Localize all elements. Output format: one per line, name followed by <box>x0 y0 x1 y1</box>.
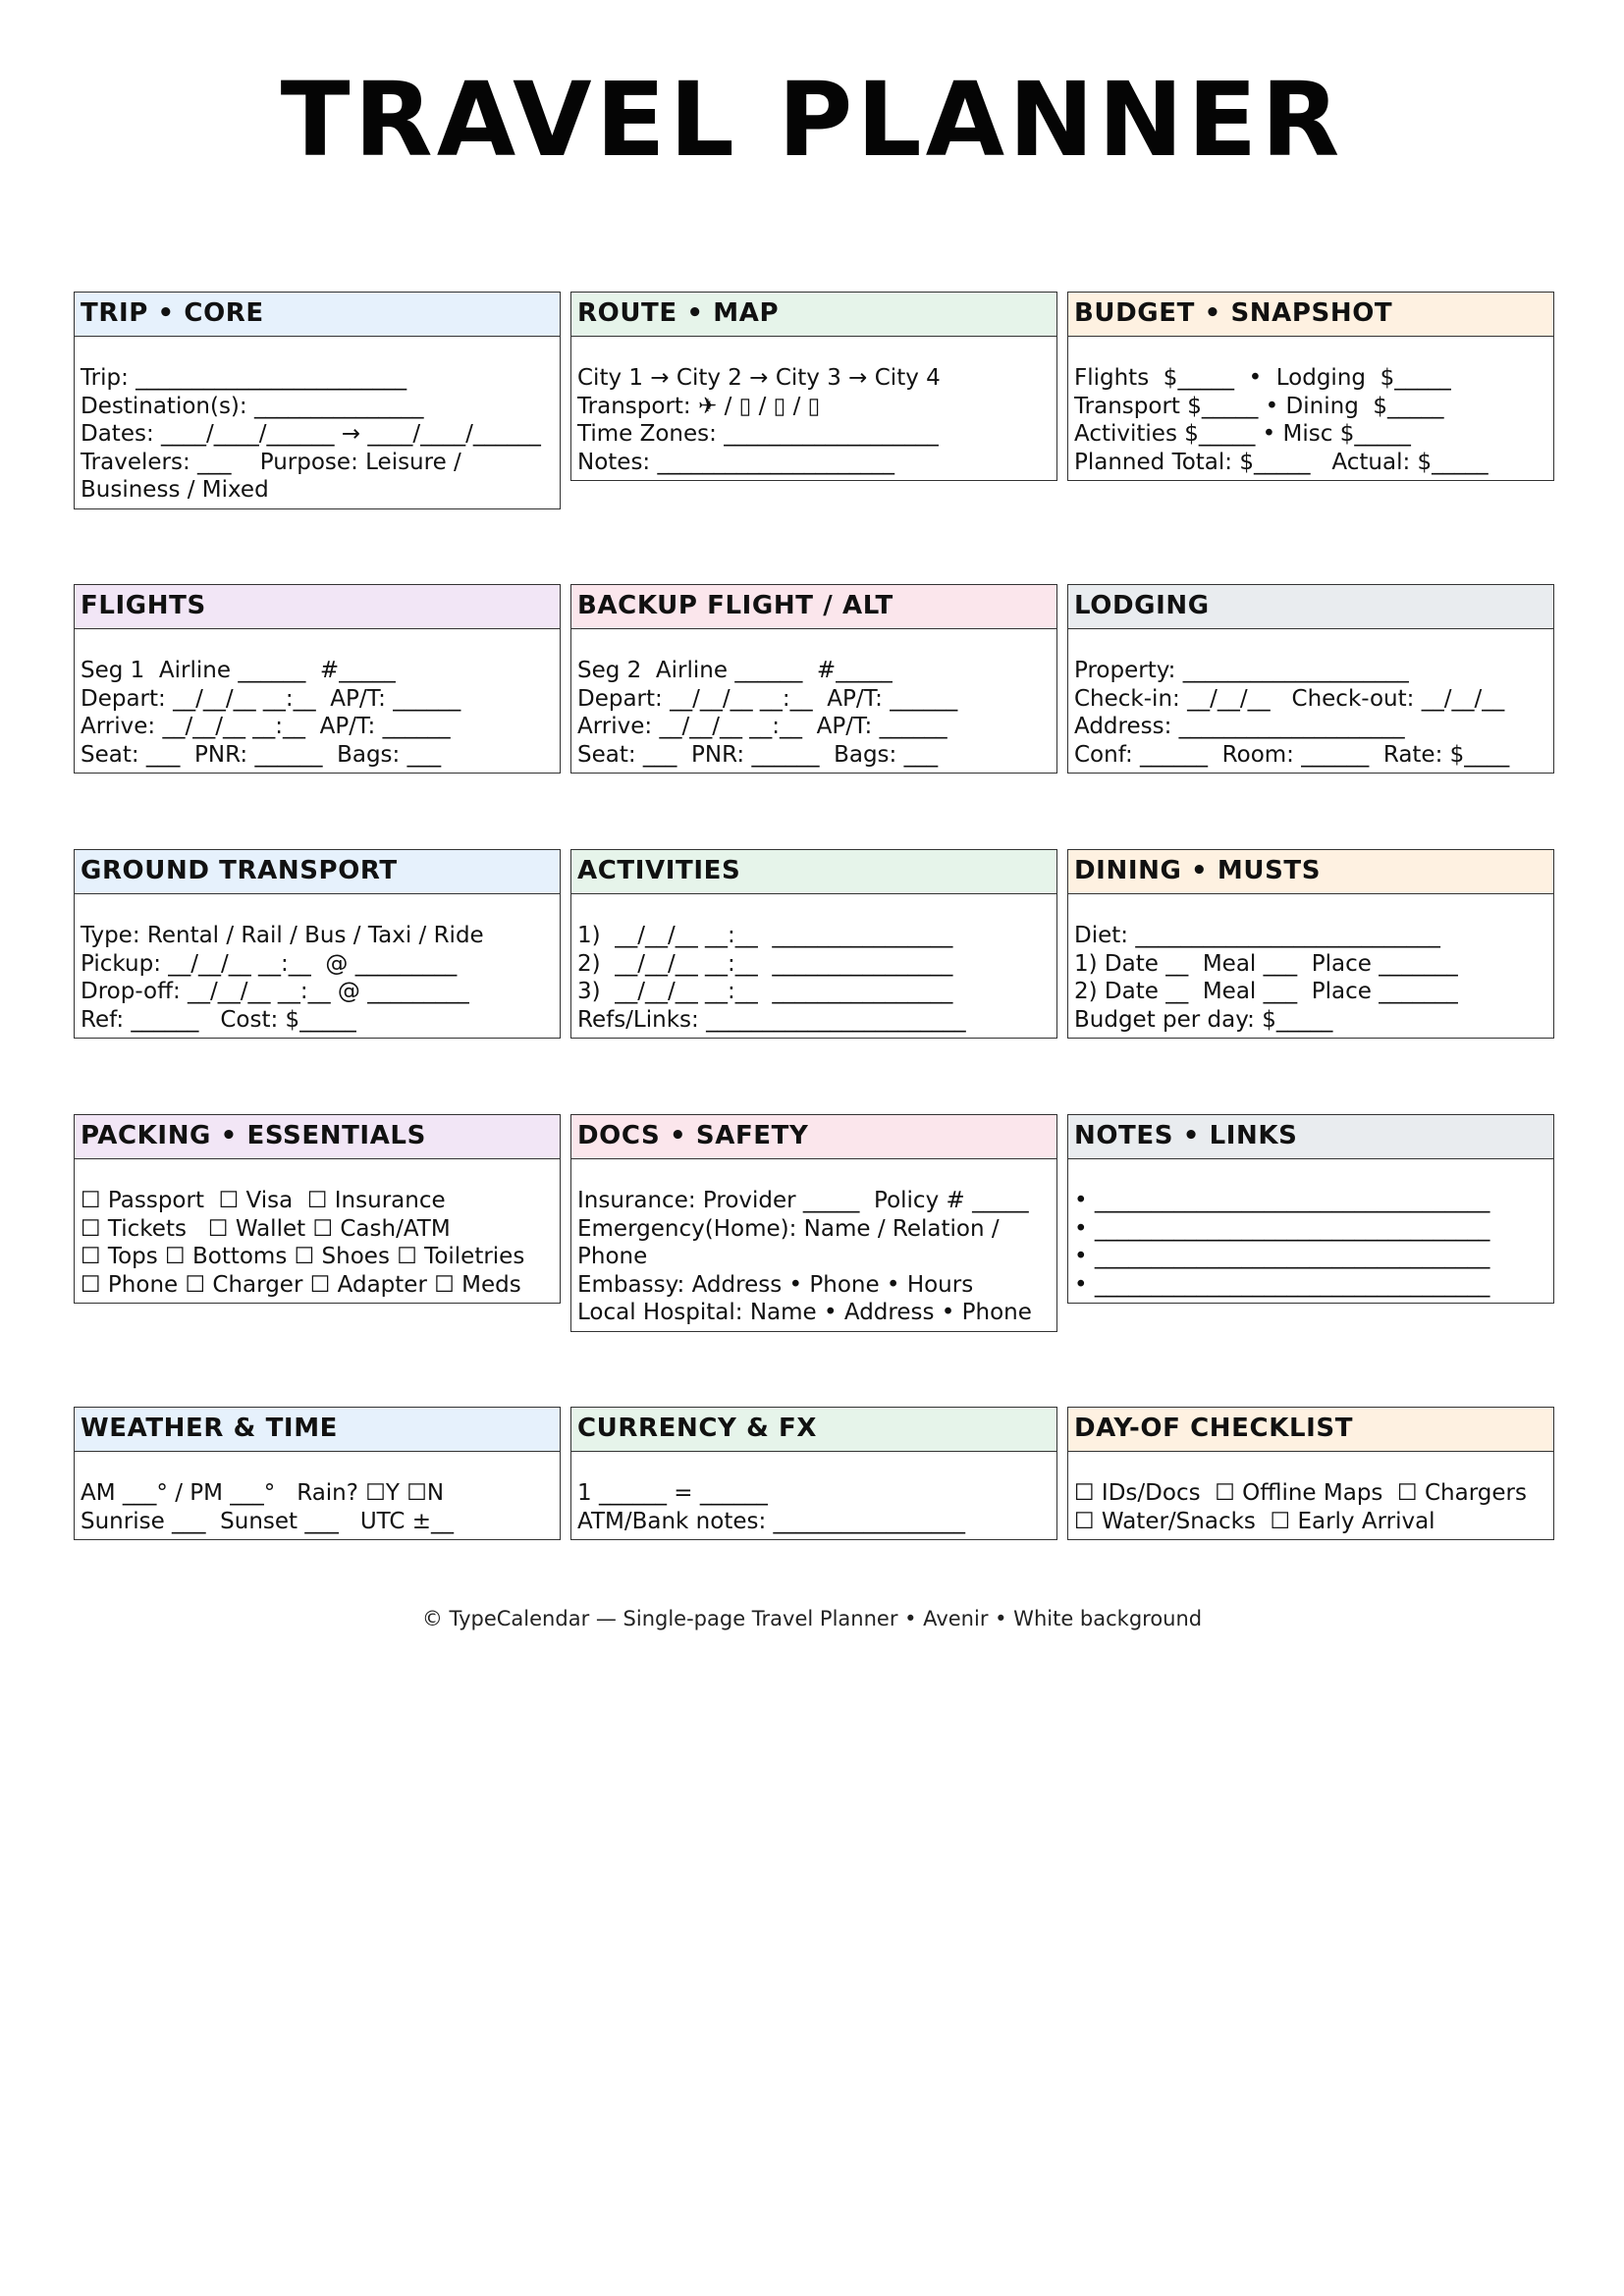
card-weather-time <box>74 1407 561 1540</box>
section-line: Activities $_____ • Misc $_____ <box>1074 421 1411 448</box>
section-body <box>75 337 560 508</box>
section-line: Check-in: __/__/__ Check-out: __/__/__ <box>1074 685 1505 712</box>
section-title: BACKUP FLIGHT / ALT <box>571 585 1056 629</box>
card-day-of-checklist <box>1067 1407 1554 1540</box>
section-line: Flights $_____ • Lodging $_____ <box>1074 365 1451 391</box>
section-line: Seat: ___ PNR: ______ Bags: ___ <box>81 741 442 768</box>
section-body <box>75 1159 560 1303</box>
section-line: Pickup: __/__/__ __:__ @ _________ <box>81 950 458 977</box>
section-title: ACTIVITIES <box>571 850 1056 894</box>
section-title: GROUND TRANSPORT <box>75 850 560 894</box>
section-line: Sunrise ___ Sunset ___ UTC ±__ <box>81 1508 454 1534</box>
card-ground-transport <box>74 849 561 1039</box>
section-line: ☐ Tops ☐ Bottoms ☐ Shoes ☐ Toiletries <box>81 1244 525 1270</box>
section-line: Depart: __/__/__ __:__ AP/T: ______ <box>577 685 958 712</box>
section-line: • ___________________________________ <box>1074 1188 1490 1213</box>
section-line: ☐ Tickets ☐ Wallet ☐ Cash/ATM <box>81 1215 451 1242</box>
section-line: Drop-off: __/__/__ __:__ @ _________ <box>81 979 469 1005</box>
section-body <box>1068 1452 1553 1539</box>
card-activities <box>570 849 1057 1039</box>
section-title: LODGING <box>1068 585 1553 629</box>
card-dining-musts <box>1067 849 1554 1039</box>
section-line: ☐ IDs/Docs ☐ Offline Maps ☐ Chargers <box>1074 1480 1527 1506</box>
section-line: Ref: ______ Cost: $_____ <box>81 1006 356 1033</box>
section-title: FLIGHTS <box>75 585 560 629</box>
section-line: Trip: ________________________ <box>81 365 407 391</box>
section-body <box>75 629 560 773</box>
section-body <box>571 629 1056 773</box>
section-line: ☐ Passport ☐ Visa ☐ Insurance <box>81 1188 446 1213</box>
section-line: Transport $_____ • Dining $_____ <box>1074 393 1444 419</box>
section-line: Depart: __/__/__ __:__ AP/T: ______ <box>81 685 461 712</box>
section-line: Planned Total: $_____ Actual: $_____ <box>1074 449 1489 475</box>
section-title: PACKING • ESSENTIALS <box>75 1115 560 1159</box>
section-line: ATM/Bank notes: _________________ <box>577 1508 966 1534</box>
section-line: Budget per day: $_____ <box>1074 1006 1333 1033</box>
card-lodging <box>1067 584 1554 774</box>
section-line: 2) __/__/__ __:__ ________________ <box>577 950 953 977</box>
section-line: Diet: ___________________________ <box>1074 923 1440 948</box>
card-currency-fx <box>570 1407 1057 1540</box>
section-line: Property: ____________________ <box>1074 658 1409 683</box>
section-title: TRIP • CORE <box>75 293 560 337</box>
section-body <box>571 1452 1056 1539</box>
footer-credit: © TypeCalendar — Single-page Travel Planner • Avenir • White background <box>421 1607 1203 1630</box>
section-line: Arrive: __/__/__ __:__ AP/T: ______ <box>81 714 451 740</box>
section-line: • ___________________________________ <box>1074 1271 1490 1298</box>
page-title: TRAVEL PLANNER <box>280 60 1344 180</box>
section-line: Emergency(Home): Name / Relation / Phone <box>577 1215 1006 1270</box>
section-line: Destination(s): _______________ <box>81 393 424 419</box>
section-body <box>1068 1159 1553 1303</box>
section-line: Refs/Links: _______________________ <box>577 1006 966 1033</box>
section-line: Transport: ✈ / ▯ / ▯ / ▯ <box>577 393 821 419</box>
section-line: Seg 2 Airline ______ #_____ <box>577 658 893 683</box>
card-route-map <box>570 292 1057 481</box>
section-title: DINING • MUSTS <box>1068 850 1553 894</box>
section-line: AM ___° / PM ___° Rain? ☐Y ☐N <box>81 1480 445 1506</box>
section-line: • ___________________________________ <box>1074 1215 1490 1242</box>
section-line: Type: Rental / Rail / Bus / Taxi / Ride <box>81 923 484 948</box>
section-title: WEATHER & TIME <box>75 1408 560 1452</box>
card-docs-safety <box>570 1114 1057 1332</box>
section-line: 2) Date __ Meal ___ Place _______ <box>1074 979 1458 1005</box>
section-line: ☐ Water/Snacks ☐ Early Arrival <box>1074 1508 1435 1534</box>
section-title: CURRENCY & FX <box>571 1408 1056 1452</box>
section-body <box>1068 629 1553 773</box>
section-line: 1) Date __ Meal ___ Place _______ <box>1074 950 1458 977</box>
section-line: Seg 1 Airline ______ #_____ <box>81 658 396 683</box>
section-line: 1) __/__/__ __:__ ________________ <box>577 923 953 948</box>
section-line: Arrive: __/__/__ __:__ AP/T: ______ <box>577 714 947 740</box>
section-title: DAY-OF CHECKLIST <box>1068 1408 1553 1452</box>
card-backup-flight <box>570 584 1057 774</box>
card-trip-core <box>74 292 561 509</box>
section-line: ☐ Phone ☐ Charger ☐ Adapter ☐ Meds <box>81 1271 521 1298</box>
section-line: 3) __/__/__ __:__ ________________ <box>577 979 953 1005</box>
section-line: City 1 → City 2 → City 3 → City 4 <box>577 365 941 391</box>
card-flights <box>74 584 561 774</box>
section-body <box>571 1159 1056 1331</box>
section-title: NOTES • LINKS <box>1068 1115 1553 1159</box>
section-body <box>75 894 560 1038</box>
section-line: Time Zones: ___________________ <box>577 421 939 448</box>
section-line: 1 ______ = ______ <box>577 1480 768 1506</box>
section-body <box>75 1452 560 1539</box>
section-line: Address: ____________________ <box>1074 714 1405 740</box>
section-title: BUDGET • SNAPSHOT <box>1068 293 1553 337</box>
section-line: • ___________________________________ <box>1074 1244 1490 1270</box>
section-line: Seat: ___ PNR: ______ Bags: ___ <box>577 741 939 768</box>
card-packing-essentials <box>74 1114 561 1304</box>
section-body <box>571 894 1056 1038</box>
section-title: DOCS • SAFETY <box>571 1115 1056 1159</box>
section-line: Embassy: Address • Phone • Hours <box>577 1271 974 1298</box>
section-line: Local Hospital: Name • Address • Phone <box>577 1300 1032 1326</box>
section-line: Insurance: Provider _____ Policy # _____ <box>577 1188 1029 1213</box>
section-title: ROUTE • MAP <box>571 293 1056 337</box>
card-notes-links <box>1067 1114 1554 1304</box>
section-body <box>571 337 1056 480</box>
section-body <box>1068 894 1553 1038</box>
section-line: Travelers: ___ Purpose: Leisure / Business / Mixed <box>81 449 469 504</box>
section-line: Notes: _____________________ <box>577 449 894 475</box>
section-line: Dates: ____/____/______ → ____/____/______ <box>81 421 541 448</box>
section-body <box>1068 337 1553 480</box>
section-line: Conf: ______ Room: ______ Rate: $____ <box>1074 741 1510 768</box>
card-budget-snapshot <box>1067 292 1554 481</box>
